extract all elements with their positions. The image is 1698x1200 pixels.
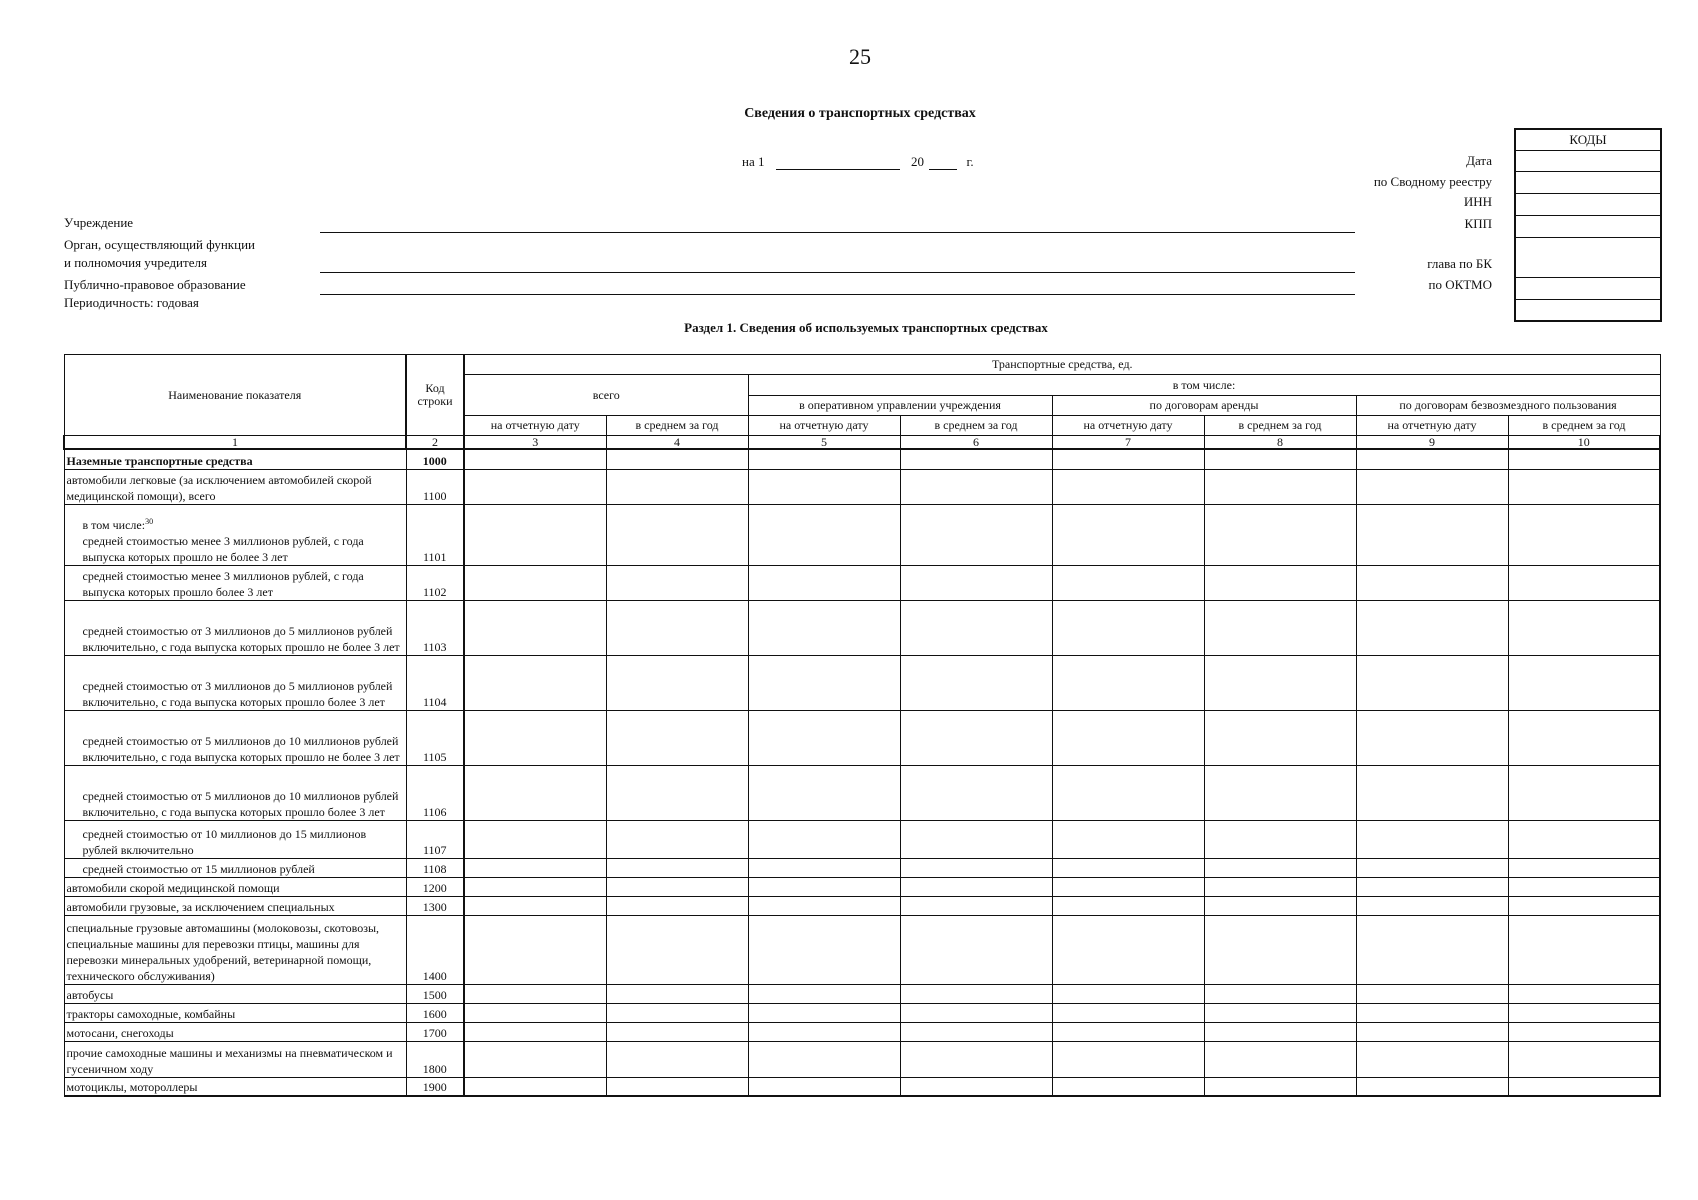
value-cell[interactable] <box>1356 915 1508 984</box>
section-title: Раздел 1. Сведения об используемых транспортных средствах <box>684 320 1048 335</box>
row-code: 1300 <box>406 896 464 915</box>
value-cell[interactable] <box>748 504 900 565</box>
value-cell[interactable] <box>464 655 606 710</box>
value-cell[interactable] <box>1052 877 1204 896</box>
value-cell[interactable] <box>1052 1077 1204 1096</box>
subheader-avg-year: в среднем за год <box>606 416 748 436</box>
subheader-avg-year: в среднем за год <box>1508 416 1660 436</box>
value-cell[interactable] <box>900 449 1052 469</box>
row-code: 1106 <box>406 765 464 820</box>
value-cell[interactable] <box>606 1077 748 1096</box>
row-code: 1104 <box>406 655 464 710</box>
value-cell[interactable] <box>748 877 900 896</box>
table-row <box>64 655 1660 710</box>
value-cell[interactable] <box>1356 765 1508 820</box>
value-cell[interactable] <box>1052 984 1204 1003</box>
value-cell[interactable] <box>606 765 748 820</box>
table-row <box>64 1077 1660 1096</box>
code-cell-registry[interactable] <box>1516 172 1660 194</box>
value-cell[interactable] <box>1204 1077 1356 1096</box>
row-name-text: средней стоимостью от 15 миллионов рублей <box>82 861 315 876</box>
value-cell[interactable] <box>900 915 1052 984</box>
value-cell[interactable] <box>900 820 1052 858</box>
value-cell[interactable] <box>900 896 1052 915</box>
code-cell-chapter-bk[interactable] <box>1516 238 1660 278</box>
value-cell[interactable] <box>464 1077 606 1096</box>
code-label-chapter-bk: глава по БК <box>1427 256 1492 271</box>
value-cell[interactable] <box>606 877 748 896</box>
value-cell[interactable] <box>1508 765 1660 820</box>
table-row <box>64 820 1660 858</box>
column-number: 7 <box>1052 436 1204 450</box>
founder-label-line2: и полномочия учредителя <box>64 255 207 270</box>
value-cell[interactable] <box>1508 504 1660 565</box>
value-cell[interactable] <box>1204 655 1356 710</box>
value-cell[interactable] <box>900 858 1052 877</box>
row-code: 1500 <box>406 984 464 1003</box>
value-cell[interactable] <box>1508 820 1660 858</box>
value-cell[interactable] <box>464 915 606 984</box>
codes-header: КОДЫ <box>1516 130 1660 151</box>
table-row <box>64 600 1660 655</box>
value-cell[interactable] <box>1356 858 1508 877</box>
value-cell[interactable] <box>1508 915 1660 984</box>
value-cell[interactable] <box>1508 1077 1660 1096</box>
row-name-prefix: в том числе: <box>82 517 146 532</box>
year-suffix: г. <box>966 154 974 169</box>
value-cell[interactable] <box>1508 565 1660 600</box>
value-cell[interactable] <box>606 469 748 504</box>
row-name-text: автобусы <box>66 987 114 1002</box>
including-header: в том числе: <box>748 375 1660 396</box>
row-code: 1102 <box>406 565 464 600</box>
row-name <box>64 469 406 504</box>
value-cell[interactable] <box>464 984 606 1003</box>
value-cell[interactable] <box>1356 565 1508 600</box>
row-name-text: средней стоимостью менее 3 миллионов рублей, с года выпуска которых прошло не более 3 лет <box>82 533 364 564</box>
row-name-text: средней стоимостью от 10 миллионов до 15 миллионов рублей включительно <box>82 826 367 857</box>
value-cell[interactable] <box>1356 1041 1508 1077</box>
code-label-inn: ИНН <box>1463 194 1492 209</box>
row-code: 1100 <box>406 469 464 504</box>
row-name <box>64 600 406 655</box>
value-cell[interactable] <box>900 565 1052 600</box>
value-cell[interactable] <box>1204 504 1356 565</box>
column-number: 10 <box>1508 436 1660 450</box>
value-cell[interactable] <box>900 469 1052 504</box>
institution-field[interactable] <box>320 232 1355 233</box>
value-cell[interactable] <box>900 504 1052 565</box>
value-cell[interactable] <box>1356 449 1508 469</box>
value-cell[interactable] <box>606 565 748 600</box>
value-cell[interactable] <box>606 984 748 1003</box>
row-code: 1700 <box>406 1022 464 1041</box>
value-cell[interactable] <box>748 469 900 504</box>
value-cell[interactable] <box>1204 820 1356 858</box>
row-name <box>64 984 406 1003</box>
value-cell[interactable] <box>748 1077 900 1096</box>
date-prefix: на 1 <box>742 154 765 169</box>
code-cell-oktmo[interactable] <box>1516 278 1660 300</box>
table-row <box>64 449 1660 469</box>
row-code: 1600 <box>406 1003 464 1022</box>
value-cell[interactable] <box>1052 710 1204 765</box>
code-label-oktmo: по ОКТМО <box>1428 277 1492 292</box>
value-cell[interactable] <box>1204 565 1356 600</box>
row-name-text: Наземные транспортные средства <box>66 453 253 468</box>
table-row <box>64 896 1660 915</box>
row-name <box>64 820 406 858</box>
value-cell[interactable] <box>1356 1003 1508 1022</box>
row-code: 1101 <box>406 504 464 565</box>
value-cell[interactable] <box>748 600 900 655</box>
code-label-date: Дата <box>1466 153 1492 168</box>
value-cell[interactable] <box>464 1003 606 1022</box>
day-month-blank[interactable] <box>776 155 900 170</box>
subheader-on-date: на отчетную дату <box>1052 416 1204 436</box>
codes-box <box>1514 128 1662 322</box>
column-number: 1 <box>64 436 406 450</box>
row-name-text: средней стоимостью от 3 миллионов до 5 миллионов рублей включительно, с года выпуска которых прошло не более 3 лет <box>82 623 400 654</box>
col-code-header: Код строки <box>406 355 464 436</box>
value-cell[interactable] <box>1204 1041 1356 1077</box>
subheader-on-date: на отчетную дату <box>1356 416 1508 436</box>
form-title: Сведения о транспортных средствах <box>744 106 976 121</box>
row-name <box>64 896 406 915</box>
value-cell[interactable] <box>464 820 606 858</box>
col-name-header: Наименование показателя <box>64 355 406 436</box>
table-row <box>64 984 1660 1003</box>
value-cell[interactable] <box>606 1022 748 1041</box>
value-cell[interactable] <box>748 858 900 877</box>
code-label-kpp: КПП <box>1464 216 1492 231</box>
value-cell[interactable] <box>1052 1003 1204 1022</box>
value-cell[interactable] <box>1508 896 1660 915</box>
value-cell[interactable] <box>748 1022 900 1041</box>
value-cell[interactable] <box>748 1003 900 1022</box>
year-prefix: 20 <box>910 154 924 169</box>
value-cell[interactable] <box>900 765 1052 820</box>
row-name <box>64 710 406 765</box>
value-cell[interactable] <box>900 877 1052 896</box>
row-name <box>64 1077 406 1096</box>
value-cell[interactable] <box>1204 600 1356 655</box>
table-row <box>64 710 1660 765</box>
value-cell[interactable] <box>1508 1003 1660 1022</box>
value-cell[interactable] <box>1052 765 1204 820</box>
value-cell[interactable] <box>1052 1022 1204 1041</box>
code-cell-kpp[interactable] <box>1516 216 1660 238</box>
value-cell[interactable] <box>748 565 900 600</box>
value-cell[interactable] <box>1204 1003 1356 1022</box>
row-name <box>64 504 406 565</box>
value-cell[interactable] <box>606 896 748 915</box>
row-name <box>64 449 406 469</box>
value-cell[interactable] <box>1356 984 1508 1003</box>
value-cell[interactable] <box>1356 600 1508 655</box>
column-number: 6 <box>900 436 1052 450</box>
value-cell[interactable] <box>464 710 606 765</box>
table-header <box>64 355 1660 450</box>
table-row <box>64 1003 1660 1022</box>
table-row <box>64 877 1660 896</box>
value-cell[interactable] <box>464 504 606 565</box>
free-use-header: по договорам безвозмездного пользования <box>1356 396 1660 416</box>
table-row <box>64 1041 1660 1077</box>
row-code: 1000 <box>406 449 464 469</box>
value-cell[interactable] <box>1052 915 1204 984</box>
value-cell[interactable] <box>1204 858 1356 877</box>
value-cell[interactable] <box>1356 504 1508 565</box>
row-name-text: средней стоимостью от 5 миллионов до 10 миллионов рублей включительно, с года выпуска которых прошло не более 3 лет <box>82 733 400 764</box>
value-cell[interactable] <box>1508 858 1660 877</box>
column-number: 2 <box>406 436 464 450</box>
value-cell[interactable] <box>1508 1041 1660 1077</box>
table-row <box>64 504 1660 565</box>
value-cell[interactable] <box>464 469 606 504</box>
page-number: 25 <box>849 44 871 69</box>
value-cell[interactable] <box>748 896 900 915</box>
table-row <box>64 915 1660 984</box>
row-name-text: автомобили легковые (за исключением автомобилей скорой медицинской помощи), всего <box>66 472 372 503</box>
code-cell-inn[interactable] <box>1516 194 1660 216</box>
value-cell[interactable] <box>1052 896 1204 915</box>
column-number: 3 <box>464 436 606 450</box>
municipality-field[interactable] <box>320 294 1355 295</box>
value-cell[interactable] <box>464 565 606 600</box>
value-cell[interactable] <box>1052 504 1204 565</box>
row-name-text: мотосани, снегоходы <box>66 1025 174 1040</box>
value-cell[interactable] <box>464 877 606 896</box>
value-cell[interactable] <box>1052 600 1204 655</box>
value-cell[interactable] <box>1508 710 1660 765</box>
value-cell[interactable] <box>900 600 1052 655</box>
row-code: 1103 <box>406 600 464 655</box>
table-row <box>64 565 1660 600</box>
row-name-text: автомобили грузовые, за исключением специальных <box>66 899 335 914</box>
value-cell[interactable] <box>464 600 606 655</box>
value-cell[interactable] <box>748 765 900 820</box>
code-cell-extra[interactable] <box>1516 300 1660 320</box>
column-number: 8 <box>1204 436 1356 450</box>
value-cell[interactable] <box>1204 896 1356 915</box>
table-body <box>64 449 1660 1096</box>
row-code: 1107 <box>406 820 464 858</box>
row-name <box>64 1022 406 1041</box>
row-name <box>64 858 406 877</box>
row-name <box>64 915 406 984</box>
value-cell[interactable] <box>1508 600 1660 655</box>
value-cell[interactable] <box>1356 469 1508 504</box>
value-cell[interactable] <box>1508 1022 1660 1041</box>
row-name-text: прочие самоходные машины и механизмы на пневматическом и гусеничном ходу <box>66 1045 393 1076</box>
value-cell[interactable] <box>606 820 748 858</box>
value-cell[interactable] <box>464 1022 606 1041</box>
value-cell[interactable] <box>1356 1077 1508 1096</box>
row-name-text: специальные грузовые автомашины (молоковозы, скотовозы, специальные машины для перевозки птицы, машины для перевозки минеральных удобрений, ветеринарной помощи, технического обслуживания) <box>66 920 380 983</box>
value-cell[interactable] <box>1204 469 1356 504</box>
row-code: 1105 <box>406 710 464 765</box>
row-name-text: средней стоимостью менее 3 миллионов рублей, с года выпуска которых прошло более 3 лет <box>82 568 364 599</box>
report-date-line <box>742 154 974 170</box>
row-name-text: мотоциклы, мотороллеры <box>66 1080 198 1094</box>
value-cell[interactable] <box>900 984 1052 1003</box>
lease-header: по договорам аренды <box>1052 396 1356 416</box>
row-code: 1800 <box>406 1041 464 1077</box>
group-header: Транспортные средства, ед. <box>464 355 1660 375</box>
table-row <box>64 765 1660 820</box>
value-cell[interactable] <box>464 449 606 469</box>
row-code: 1200 <box>406 877 464 896</box>
row-name <box>64 565 406 600</box>
code-label-registry: по Сводному реестру <box>1373 174 1492 189</box>
row-name <box>64 877 406 896</box>
vehicles-table <box>63 354 1661 1097</box>
row-name-text: средней стоимостью от 3 миллионов до 5 миллионов рублей включительно, с года выпуска которых прошло более 3 лет <box>82 678 393 709</box>
value-cell[interactable] <box>1204 915 1356 984</box>
value-cell[interactable] <box>1052 858 1204 877</box>
row-name-text: тракторы самоходные, комбайны <box>66 1006 236 1021</box>
value-cell[interactable] <box>900 710 1052 765</box>
column-number: 9 <box>1356 436 1508 450</box>
municipality-label: Публично-правовое образование <box>64 277 246 292</box>
footnote-marker: 30 <box>145 516 154 526</box>
value-cell[interactable] <box>900 655 1052 710</box>
value-cell[interactable] <box>1356 1022 1508 1041</box>
value-cell[interactable] <box>1508 877 1660 896</box>
founder-label-line1: Орган, осуществляющий функции <box>64 237 255 252</box>
value-cell[interactable] <box>1356 710 1508 765</box>
row-code: 1900 <box>406 1077 464 1096</box>
operational-header: в оперативном управлении учреждения <box>748 396 1052 416</box>
value-cell[interactable] <box>1356 896 1508 915</box>
value-cell[interactable] <box>1508 984 1660 1003</box>
value-cell[interactable] <box>606 915 748 984</box>
value-cell[interactable] <box>1204 765 1356 820</box>
value-cell[interactable] <box>606 504 748 565</box>
value-cell[interactable] <box>1052 565 1204 600</box>
value-cell[interactable] <box>464 896 606 915</box>
value-cell[interactable] <box>900 1077 1052 1096</box>
value-cell[interactable] <box>1508 449 1660 469</box>
value-cell[interactable] <box>1508 655 1660 710</box>
value-cell[interactable] <box>900 1041 1052 1077</box>
code-cell-date[interactable] <box>1516 151 1660 172</box>
value-cell[interactable] <box>606 1041 748 1077</box>
value-cell[interactable] <box>900 1003 1052 1022</box>
value-cell[interactable] <box>1204 710 1356 765</box>
value-cell[interactable] <box>1356 877 1508 896</box>
periodicity-label: Периодичность: годовая <box>64 295 199 310</box>
value-cell[interactable] <box>606 449 748 469</box>
value-cell[interactable] <box>748 984 900 1003</box>
table-row <box>64 858 1660 877</box>
value-cell[interactable] <box>1204 1022 1356 1041</box>
value-cell[interactable] <box>748 655 900 710</box>
value-cell[interactable] <box>748 915 900 984</box>
founder-field[interactable] <box>320 272 1355 273</box>
row-name <box>64 1041 406 1077</box>
subheader-avg-year: в среднем за год <box>900 416 1052 436</box>
institution-label: Учреждение <box>64 215 134 230</box>
row-name-text: автомобили скорой медицинской помощи <box>66 880 280 895</box>
value-cell[interactable] <box>1052 820 1204 858</box>
column-number: 5 <box>748 436 900 450</box>
value-cell[interactable] <box>900 1022 1052 1041</box>
value-cell[interactable] <box>464 1041 606 1077</box>
value-cell[interactable] <box>1052 449 1204 469</box>
value-cell[interactable] <box>606 1003 748 1022</box>
column-number: 4 <box>606 436 748 450</box>
value-cell[interactable] <box>464 765 606 820</box>
value-cell[interactable] <box>464 858 606 877</box>
value-cell[interactable] <box>1052 655 1204 710</box>
value-cell[interactable] <box>748 449 900 469</box>
value-cell[interactable] <box>1356 655 1508 710</box>
subheader-on-date: на отчетную дату <box>748 416 900 436</box>
value-cell[interactable] <box>1204 877 1356 896</box>
table-row <box>64 469 1660 504</box>
value-cell[interactable] <box>606 858 748 877</box>
value-cell[interactable] <box>606 600 748 655</box>
year-blank[interactable] <box>929 155 957 170</box>
value-cell[interactable] <box>1508 469 1660 504</box>
value-cell[interactable] <box>1204 984 1356 1003</box>
row-code: 1400 <box>406 915 464 984</box>
value-cell[interactable] <box>606 710 748 765</box>
row-name <box>64 765 406 820</box>
value-cell[interactable] <box>748 710 900 765</box>
subheader-avg-year: в среднем за год <box>1204 416 1356 436</box>
value-cell[interactable] <box>1356 820 1508 858</box>
value-cell[interactable] <box>1052 1041 1204 1077</box>
table-row <box>64 1022 1660 1041</box>
row-name-text: средней стоимостью от 5 миллионов до 10 миллионов рублей включительно, с года выпуска которых прошло более 3 лет <box>82 788 399 819</box>
subheader-on-date: на отчетную дату <box>464 416 606 436</box>
total-header: всего <box>464 375 748 416</box>
value-cell[interactable] <box>1204 449 1356 469</box>
row-name <box>64 1003 406 1022</box>
value-cell[interactable] <box>748 820 900 858</box>
value-cell[interactable] <box>606 655 748 710</box>
value-cell[interactable] <box>748 1041 900 1077</box>
row-code: 1108 <box>406 858 464 877</box>
value-cell[interactable] <box>1052 469 1204 504</box>
row-name <box>64 655 406 710</box>
